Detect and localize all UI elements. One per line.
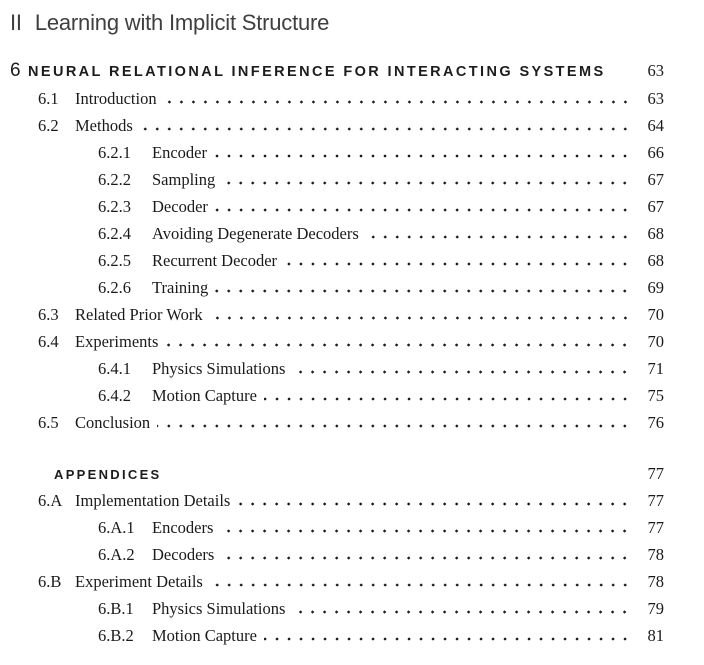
- dot-leader: [210, 301, 634, 328]
- toc-appendices-entry[interactable]: [0, 460, 704, 487]
- entry-title: Physics Simulations: [152, 359, 286, 378]
- dot-leader: [284, 247, 634, 274]
- dot-leader: [222, 166, 634, 193]
- part-title: Learning with Implicit Structure: [34, 10, 330, 35]
- toc-entry[interactable]: [0, 328, 704, 355]
- toc-entry[interactable]: [0, 514, 704, 541]
- toc-entry[interactable]: [0, 193, 704, 220]
- part-number: II: [10, 10, 22, 35]
- entry-page: 77: [647, 464, 664, 483]
- dot-leader: [215, 193, 634, 220]
- entry-page: 77: [647, 518, 664, 537]
- entry-title: Encoders: [152, 518, 214, 537]
- entry-title: Experiments: [75, 332, 159, 351]
- entry-number: 6.4.1: [98, 359, 131, 378]
- toc-part-header[interactable]: [10, 10, 329, 36]
- toc-entry[interactable]: [0, 541, 704, 568]
- entry-title: Introduction: [75, 89, 157, 108]
- entry-page: 78: [647, 572, 664, 591]
- entry-number: 6.2.6: [98, 278, 131, 297]
- entry-page: 78: [647, 545, 664, 564]
- entry-title: Recurrent Decoder: [152, 251, 278, 270]
- toc-entry[interactable]: [0, 112, 704, 139]
- dot-leader: [140, 112, 634, 139]
- dot-leader: [264, 382, 634, 409]
- entry-title: Physics Simulations: [152, 599, 286, 618]
- entry-title: Related Prior Work: [75, 305, 203, 324]
- entry-page: 64: [647, 116, 664, 135]
- entry-title: Methods: [75, 116, 133, 135]
- entry-number: 6.2.3: [98, 197, 131, 216]
- entry-number: 6.2: [38, 116, 59, 135]
- entry-title: Avoiding Degenerate Decoders: [152, 224, 359, 243]
- entry-page: 70: [647, 332, 664, 351]
- dot-leader: [264, 622, 634, 649]
- entry-title: Motion Capture: [152, 386, 257, 405]
- entry-page: 81: [647, 626, 664, 645]
- toc-entry[interactable]: [0, 220, 704, 247]
- entry-number: 6.B.1: [98, 599, 134, 618]
- entry-title: Experiment Details: [75, 572, 203, 591]
- entry-page: 77: [647, 491, 664, 510]
- toc-entry[interactable]: [0, 382, 704, 409]
- entry-number: 6.2.2: [98, 170, 131, 189]
- entry-number: 6.5: [38, 413, 59, 432]
- toc-entry[interactable]: [0, 274, 704, 301]
- toc-entry[interactable]: [0, 301, 704, 328]
- entry-page: 69: [647, 278, 664, 297]
- entry-number: 6.2.5: [98, 251, 131, 270]
- entry-page: 68: [647, 224, 664, 243]
- entry-page: 79: [647, 599, 664, 618]
- entry-title: Sampling: [152, 170, 216, 189]
- entry-title: Implementation Details: [75, 491, 231, 510]
- entry-number: 6.4.2: [98, 386, 131, 405]
- entry-number: 6.1: [38, 89, 59, 108]
- entry-number: 6.2.1: [98, 143, 131, 162]
- toc-entry[interactable]: [0, 247, 704, 274]
- entry-page: 70: [647, 305, 664, 324]
- dot-leader: [220, 514, 634, 541]
- entry-number: 6.B: [38, 572, 62, 591]
- entry-page: 66: [647, 143, 664, 162]
- toc-chapter-entry[interactable]: [0, 56, 704, 85]
- dot-leader: [366, 220, 634, 247]
- entry-title: Motion Capture: [152, 626, 257, 645]
- entry-title: Decoders: [152, 545, 215, 564]
- dot-leader: [165, 328, 634, 355]
- table-of-contents: [0, 56, 704, 649]
- entry-number: 6.3: [38, 305, 59, 324]
- entry-number: 6.A.1: [98, 518, 135, 537]
- dot-leader: [221, 541, 634, 568]
- dot-leader: [210, 568, 634, 595]
- toc-entry[interactable]: [0, 139, 704, 166]
- toc-entry[interactable]: [0, 355, 704, 382]
- entry-page: 67: [647, 197, 664, 216]
- entry-title: Conclusion: [75, 413, 151, 432]
- chapter-page: 63: [647, 61, 664, 80]
- entry-title: Decoder: [152, 197, 208, 216]
- dot-leader: [292, 355, 634, 382]
- entry-number: 6.A: [38, 491, 63, 510]
- toc-entry[interactable]: [0, 409, 704, 436]
- appendices-label: APPENDICES: [54, 467, 162, 482]
- dot-leader: [215, 274, 634, 301]
- entry-page: 63: [647, 89, 664, 108]
- dot-leader: [237, 487, 634, 514]
- toc-entry[interactable]: [0, 568, 704, 595]
- dot-leader: [164, 85, 634, 112]
- toc-entry[interactable]: [0, 595, 704, 622]
- entry-page: 68: [647, 251, 664, 270]
- entry-number: 6.2.4: [98, 224, 131, 243]
- entry-number: 6.A.2: [98, 545, 135, 564]
- toc-entry[interactable]: [0, 622, 704, 649]
- entry-page: 67: [647, 170, 664, 189]
- toc-entry[interactable]: [0, 166, 704, 193]
- toc-entry[interactable]: [0, 85, 704, 112]
- entry-title: Training: [152, 278, 209, 297]
- chapter-number: 6: [10, 60, 21, 81]
- entry-page: 75: [647, 386, 664, 405]
- toc-entry[interactable]: [0, 487, 704, 514]
- dot-leader: [157, 409, 634, 436]
- entry-page: 76: [647, 413, 664, 432]
- entry-number: 6.B.2: [98, 626, 134, 645]
- entry-title: Encoder: [152, 143, 207, 162]
- entry-page: 71: [647, 359, 664, 378]
- dot-leader: [214, 139, 634, 166]
- chapter-title: NEURAL RELATIONAL INFERENCE FOR INTERACTING SYSTEMS: [28, 64, 606, 80]
- dot-leader: [292, 595, 634, 622]
- entry-number: 6.4: [38, 332, 59, 351]
- appendices-gap: [0, 436, 704, 460]
